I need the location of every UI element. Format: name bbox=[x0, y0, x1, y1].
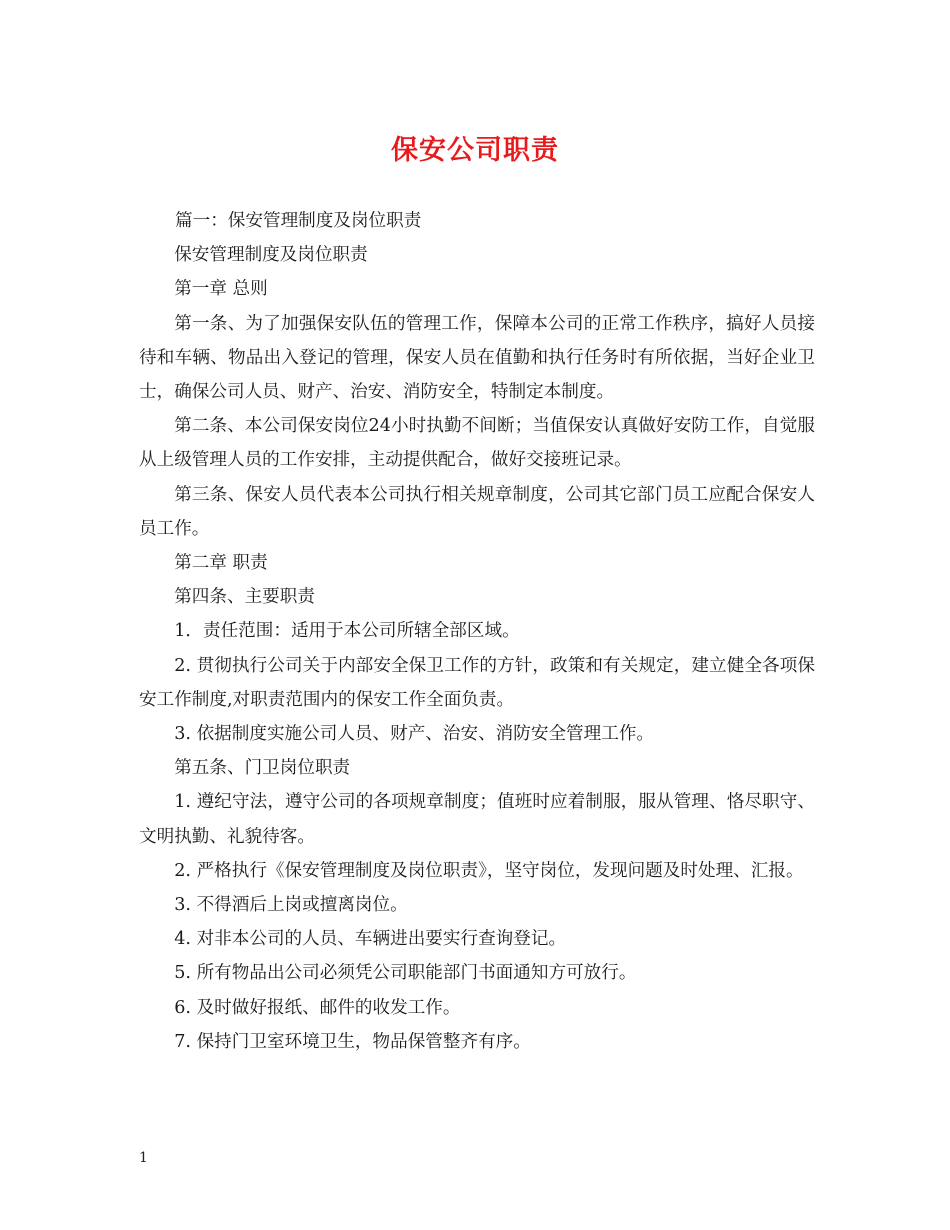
paragraph: 第一条、为了加强保安队伍的管理工作，保障本公司的正常工作秩序，搞好人员接待和车辆、物品出入登记的管理，保安人员在值勤和执行任务时有所依据，当好企业卫士，确保公司人员、财产、治安、消防安全，特制定本制度。 bbox=[139, 313, 815, 403]
chapter-heading: 第一章 总则 bbox=[174, 279, 268, 300]
list-item: 6. 及时做好报纸、邮件的收发工作。 bbox=[174, 997, 461, 1018]
list-item: 1. 遵纪守法，遵守公司的各项规章制度；值班时应着制服，服从管理、恪尽职守、文明执勤、礼貌待客。 bbox=[139, 792, 815, 847]
paragraph: 第二条、本公司保安岗位24小时执勤不间断；当值保安认真做好安防工作，自觉服从上级管理人员的工作安排，主动提供配合，做好交接班记录。 bbox=[139, 416, 815, 471]
list-item: 2. 贯彻执行公司关于内部安全保卫工作的方针，政策和有关规定，建立健全各项保安工作制度,对职责范围内的保安工作全面负责。 bbox=[139, 655, 815, 710]
page-number: 1 bbox=[139, 1150, 148, 1166]
paragraph: 保安管理制度及岗位职责 bbox=[174, 245, 368, 266]
document-title: 保安公司职责 bbox=[391, 135, 559, 166]
list-item: 3. 不得酒后上岗或擅离岗位。 bbox=[174, 895, 408, 916]
document-body bbox=[139, 204, 815, 1059]
list-item: 4. 对非本公司的人员、车辆进出要实行查询登记。 bbox=[174, 929, 567, 950]
list-item: 1．责任范围：适用于本公司所辖全部区域。 bbox=[174, 621, 520, 642]
paragraph: 第四条、主要职责 bbox=[174, 587, 315, 608]
paragraph: 第三条、保安人员代表本公司执行相关规章制度，公司其它部门员工应配合保安人员工作。 bbox=[139, 484, 815, 539]
list-item: 3. 依据制度实施公司人员、财产、治安、消防安全管理工作。 bbox=[174, 724, 655, 745]
section-heading: 篇一：保安管理制度及岗位职责 bbox=[175, 211, 422, 231]
list-item: 2. 严格执行《保安管理制度及岗位职责》，坚守岗位，发现问题及时处理、汇报。 bbox=[174, 860, 804, 881]
chapter-heading: 第二章 职责 bbox=[174, 553, 268, 574]
list-item: 7. 保持门卫室环境卫生，物品保管整齐有序。 bbox=[174, 1031, 531, 1052]
list-item: 5. 所有物品出公司必须凭公司职能部门书面通知方可放行。 bbox=[174, 963, 637, 984]
paragraph: 第五条、门卫岗位职责 bbox=[174, 758, 351, 779]
